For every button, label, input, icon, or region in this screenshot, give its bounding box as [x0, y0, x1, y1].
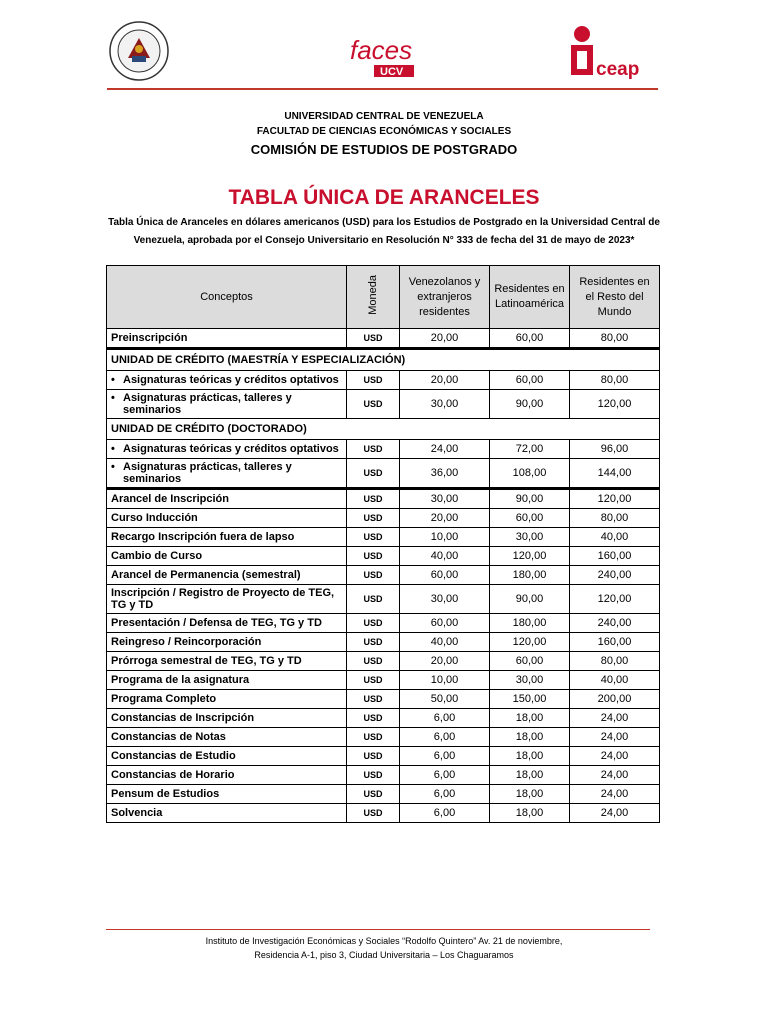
value-cell: 18,00: [490, 785, 570, 804]
table-row: [107, 390, 660, 419]
currency-cell: USD: [347, 766, 400, 785]
table-row: [107, 509, 660, 528]
concept-cell: Solvencia: [107, 804, 347, 823]
value-cell: 24,00: [570, 728, 660, 747]
table-row: [107, 728, 660, 747]
concept-cell: Reingreso / Reincorporación: [107, 633, 347, 652]
table-row: [107, 652, 660, 671]
currency-cell: USD: [347, 528, 400, 547]
currency-cell: USD: [347, 785, 400, 804]
value-cell: 180,00: [490, 614, 570, 633]
table-row: [107, 566, 660, 585]
table-row: [107, 585, 660, 614]
footer-address-line-2: Residencia A-1, piso 3, Ciudad Universitaria – Los Chaguaramos: [254, 950, 514, 960]
concept-cell: Cambio de Curso: [107, 547, 347, 566]
value-cell: 90,00: [490, 585, 570, 614]
table-row: [107, 528, 660, 547]
concept-cell: Arancel de Inscripción: [107, 489, 347, 509]
concept-cell: Programa de la asignatura: [107, 671, 347, 690]
header-concepts: Conceptos: [107, 266, 347, 329]
table-row: [107, 547, 660, 566]
value-cell: 24,00: [570, 709, 660, 728]
value-cell: 20,00: [400, 509, 490, 528]
table-header-row: [107, 266, 660, 329]
currency-cell: USD: [347, 633, 400, 652]
footer-divider: [106, 929, 650, 930]
currency-cell: USD: [347, 489, 400, 509]
value-cell: 120,00: [490, 547, 570, 566]
header-col-world: Residentes en el Resto del Mundo: [570, 266, 660, 329]
value-cell: 120,00: [570, 489, 660, 509]
currency-cell: USD: [347, 509, 400, 528]
section-header-row: [107, 349, 660, 371]
table-row: [107, 459, 660, 489]
value-cell: 96,00: [570, 440, 660, 459]
value-cell: 60,00: [490, 371, 570, 390]
value-cell: 240,00: [570, 614, 660, 633]
value-cell: 144,00: [570, 459, 660, 489]
header-col-latam: Residentes en Latinoamérica: [490, 266, 570, 329]
concept-cell: Constancias de Horario: [107, 766, 347, 785]
bullet-concept-cell: • Asignaturas teóricas y créditos optativos: [107, 371, 347, 390]
ucv-seal-logo: [108, 20, 170, 82]
value-cell: 60,00: [490, 329, 570, 349]
value-cell: 20,00: [400, 329, 490, 349]
value-cell: 90,00: [490, 489, 570, 509]
faces-wordmark: faces: [350, 35, 413, 65]
value-cell: 30,00: [490, 528, 570, 547]
iceap-wordmark: ceap: [596, 59, 640, 80]
table-row: [107, 671, 660, 690]
value-cell: 6,00: [400, 785, 490, 804]
value-cell: 60,00: [490, 652, 570, 671]
value-cell: 60,00: [400, 566, 490, 585]
value-cell: 108,00: [490, 459, 570, 489]
value-cell: 40,00: [570, 671, 660, 690]
header-col-residents: Venezolanos y extranjeros residentes: [400, 266, 490, 329]
value-cell: 6,00: [400, 766, 490, 785]
currency-cell: USD: [347, 566, 400, 585]
value-cell: 80,00: [570, 371, 660, 390]
value-cell: 80,00: [570, 509, 660, 528]
value-cell: 72,00: [490, 440, 570, 459]
currency-cell: USD: [347, 747, 400, 766]
section-title-doctorado: UNIDAD DE CRÉDITO (DOCTORADO): [107, 419, 660, 440]
value-cell: 40,00: [400, 633, 490, 652]
table-row: [107, 371, 660, 390]
value-cell: 18,00: [490, 728, 570, 747]
section-title-maestria: UNIDAD DE CRÉDITO (MAESTRÍA Y ESPECIALIZACIÓN): [107, 349, 660, 371]
value-cell: 20,00: [400, 652, 490, 671]
table-row: [107, 690, 660, 709]
value-cell: 50,00: [400, 690, 490, 709]
iceap-logo: [566, 20, 656, 80]
value-cell: 18,00: [490, 766, 570, 785]
value-cell: 80,00: [570, 652, 660, 671]
concept-cell: Pensum de Estudios: [107, 785, 347, 804]
value-cell: 30,00: [400, 489, 490, 509]
currency-cell: USD: [347, 371, 400, 390]
value-cell: 18,00: [490, 804, 570, 823]
subtitle-line-2: Venezuela, aprobada por el Consejo Universitario en Resolución N° 333 de fecha del 31 de mayo de 2023*: [133, 235, 635, 246]
value-cell: 60,00: [490, 509, 570, 528]
bullet-concept-cell: • Asignaturas teóricas y créditos optativos: [107, 440, 347, 459]
section-header-row: [107, 419, 660, 440]
value-cell: 24,00: [570, 785, 660, 804]
value-cell: 18,00: [490, 747, 570, 766]
currency-cell: USD: [347, 547, 400, 566]
currency-cell: USD: [347, 459, 400, 489]
value-cell: 36,00: [400, 459, 490, 489]
value-cell: 6,00: [400, 747, 490, 766]
header-currency: [347, 266, 400, 329]
table-row: [107, 329, 660, 349]
value-cell: 60,00: [400, 614, 490, 633]
concept-cell: Presentación / Defensa de TEG, TG y TD: [107, 614, 347, 633]
table-row: [107, 804, 660, 823]
page-title: TABLA ÚNICA DE ARANCELES: [228, 186, 540, 209]
university-name: UNIVERSIDAD CENTRAL DE VENEZUELA: [284, 111, 484, 122]
footer-address-line-1: Instituto de Investigación Económicas y Sociales “Rodolfo Quintero” Av. 21 de noviembre,: [205, 936, 563, 946]
value-cell: 80,00: [570, 329, 660, 349]
header-currency-label: Moneda: [366, 274, 379, 315]
value-cell: 30,00: [400, 390, 490, 419]
value-cell: 120,00: [570, 585, 660, 614]
subtitle-line-1: Tabla Única de Aranceles en dólares americanos (USD) para los Estudios de Postgrado en la Universidad Central de: [108, 217, 660, 228]
concept-cell: Constancias de Inscripción: [107, 709, 347, 728]
value-cell: 160,00: [570, 547, 660, 566]
concept-cell: Inscripción / Registro de Proyecto de TEG, TG y TD: [107, 585, 347, 614]
concept-cell: Programa Completo: [107, 690, 347, 709]
value-cell: 30,00: [490, 671, 570, 690]
value-cell: 24,00: [570, 804, 660, 823]
value-cell: 120,00: [490, 633, 570, 652]
value-cell: 18,00: [490, 709, 570, 728]
value-cell: 150,00: [490, 690, 570, 709]
table-row: [107, 785, 660, 804]
currency-cell: USD: [347, 709, 400, 728]
currency-cell: USD: [347, 329, 400, 349]
currency-cell: USD: [347, 652, 400, 671]
concept-cell: Curso Inducción: [107, 509, 347, 528]
value-cell: 40,00: [570, 528, 660, 547]
table-row: [107, 709, 660, 728]
ucv-wordmark: UCV: [380, 66, 404, 78]
currency-cell: USD: [347, 671, 400, 690]
table-row: [107, 747, 660, 766]
header-logos: [0, 0, 768, 92]
value-cell: 200,00: [570, 690, 660, 709]
currency-cell: USD: [347, 440, 400, 459]
value-cell: 6,00: [400, 728, 490, 747]
page-subtitle: [100, 214, 668, 250]
concept-cell: Constancias de Notas: [107, 728, 347, 747]
currency-cell: USD: [347, 690, 400, 709]
bullet-concept-cell: • Asignaturas prácticas, talleres y seminarios: [107, 390, 347, 419]
value-cell: 20,00: [400, 371, 490, 390]
table-row: [107, 489, 660, 509]
fees-table: [106, 265, 660, 823]
value-cell: 24,00: [570, 766, 660, 785]
value-cell: 24,00: [570, 747, 660, 766]
concept-cell: Constancias de Estudio: [107, 747, 347, 766]
table-row: [107, 633, 660, 652]
table-row: [107, 440, 660, 459]
header-divider: [107, 88, 658, 90]
bullet-concept-cell: • Asignaturas prácticas, talleres y seminarios: [107, 459, 347, 489]
faces-ucv-logo: [348, 33, 418, 81]
commission-name: COMISIÓN DE ESTUDIOS DE POSTGRADO: [250, 142, 518, 157]
concept-cell: Prórroga semestral de TEG, TG y TD: [107, 652, 347, 671]
value-cell: 40,00: [400, 547, 490, 566]
value-cell: 10,00: [400, 671, 490, 690]
currency-cell: USD: [347, 804, 400, 823]
table-row: [107, 766, 660, 785]
concept-cell: Arancel de Permanencia (semestral): [107, 566, 347, 585]
value-cell: 30,00: [400, 585, 490, 614]
value-cell: 120,00: [570, 390, 660, 419]
value-cell: 24,00: [400, 440, 490, 459]
value-cell: 160,00: [570, 633, 660, 652]
value-cell: 240,00: [570, 566, 660, 585]
currency-cell: USD: [347, 614, 400, 633]
value-cell: 6,00: [400, 804, 490, 823]
value-cell: 6,00: [400, 709, 490, 728]
currency-cell: USD: [347, 390, 400, 419]
faculty-name: FACULTAD DE CIENCIAS ECONÓMICAS Y SOCIALES: [256, 126, 512, 137]
value-cell: 90,00: [490, 390, 570, 419]
currency-cell: USD: [347, 585, 400, 614]
concept-cell: Recargo Inscripción fuera de lapso: [107, 528, 347, 547]
value-cell: 10,00: [400, 528, 490, 547]
table-row: [107, 614, 660, 633]
concept-cell: Preinscripción: [107, 329, 347, 349]
currency-cell: USD: [347, 728, 400, 747]
value-cell: 180,00: [490, 566, 570, 585]
